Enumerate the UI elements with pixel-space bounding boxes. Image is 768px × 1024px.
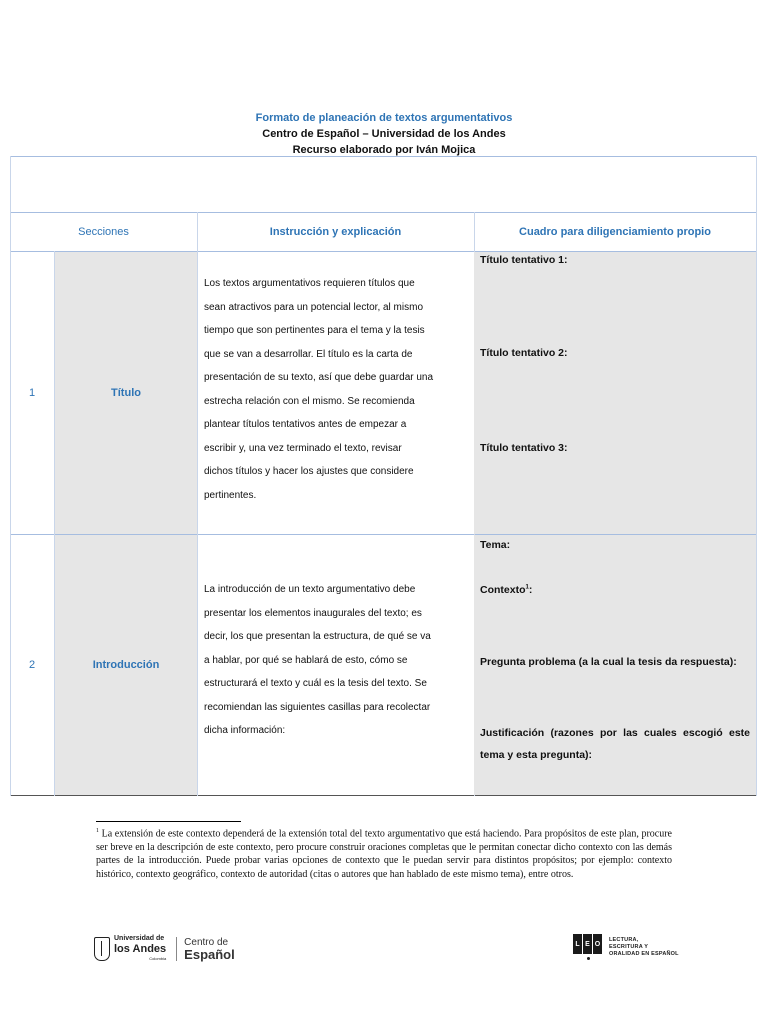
column-header-fill: Cuadro para diligenciamiento propio bbox=[519, 226, 711, 238]
instruction-line: recomiendan las siguientes casillas para recolectar bbox=[204, 701, 431, 713]
field-label-titulo-1: Título tentativo 1: bbox=[480, 254, 568, 266]
row-instruction bbox=[204, 272, 444, 507]
field-label-tema: Tema: bbox=[480, 539, 511, 551]
leo-letter: E bbox=[583, 934, 592, 954]
instruction-line: escribir y, una vez terminado el texto, revisar bbox=[204, 442, 402, 454]
footnote-ref[interactable]: 1 bbox=[525, 584, 529, 591]
document-author: Recurso elaborado por Iván Mojica bbox=[292, 144, 476, 156]
field-label-justificacion: Justificación (razones por las cuales escogió este tema y esta pregunta): bbox=[480, 727, 750, 761]
leo-line: ORALIDAD EN ESPAÑOL bbox=[609, 950, 679, 957]
uniandes-crest-icon bbox=[94, 937, 110, 961]
fill-area-titulo[interactable] bbox=[474, 252, 756, 534]
leo-mark-icon bbox=[573, 934, 603, 960]
table-border-bottom bbox=[10, 795, 756, 796]
row-number: 2 bbox=[28, 659, 36, 671]
instruction-line: Los textos argumentativos requieren títulos que bbox=[204, 278, 415, 289]
document-header bbox=[0, 110, 768, 158]
leo-line: LECTURA, bbox=[609, 936, 639, 943]
uniandes-logo bbox=[94, 934, 235, 964]
footnote-text: La extensión de este contexto dependerá de la extensión total del texto argumentativo que está haciendo. Para propósitos de este plan, procure ser breve en la descripción de este contexto, pero procure construir oraciones completas que le permitan conectar dicho contexto con las demás partes de la introducción. Puede probar varias opciones de contexto que le puedan servir para distintos propósitos; por ejemplo: contexto histórico, contexto geográfico, contexto de autoridad (citas o autores que han hablado de este mismo tema), entre otros. bbox=[96, 828, 672, 880]
uniandes-line: los Andes bbox=[114, 943, 167, 955]
uniandes-line: Universidad de bbox=[114, 935, 165, 942]
field-label-titulo-3: Título tentativo 3: bbox=[480, 442, 568, 454]
instruction-line: presentar los elementos inaugurales del texto; es bbox=[204, 607, 422, 619]
instruction-line: dicha información: bbox=[204, 725, 286, 736]
contexto-colon: : bbox=[528, 584, 533, 596]
instruction-line: presentación de su texto, así que debe guardar una bbox=[204, 372, 434, 383]
column-header-instruction: Instrucción y explicación bbox=[269, 226, 402, 238]
centro-line: Español bbox=[184, 947, 235, 962]
logo-divider bbox=[176, 937, 177, 961]
instruction-line: sean atractivos para un potencial lector, al mismo bbox=[204, 301, 423, 313]
row-instruction bbox=[204, 578, 444, 743]
instruction-line: a hablar, por qué se hablará de esto, cómo se bbox=[204, 654, 408, 666]
table-border-right bbox=[756, 156, 757, 796]
instruction-line: estrecha relación con el mismo. Se recomienda bbox=[204, 395, 415, 407]
uniandes-line: Colombia bbox=[149, 956, 167, 961]
row-number: 1 bbox=[28, 387, 36, 399]
instruction-line: dichos títulos y hacer los ajustes que considere bbox=[204, 466, 414, 477]
column-header-sections: Secciones bbox=[78, 226, 129, 238]
contexto-text: Contexto bbox=[480, 584, 526, 596]
row-section-name: Introducción bbox=[92, 659, 160, 671]
field-label-titulo-2: Título tentativo 2: bbox=[480, 347, 568, 359]
leo-dot bbox=[587, 957, 590, 960]
instruction-line: estructurará el texto y cuál es la tesis del texto. Se bbox=[204, 678, 427, 689]
centro-espanol-wordmark bbox=[184, 937, 235, 961]
centro-line: Centro de bbox=[184, 937, 229, 948]
instruction-line: decir, los que presentan la estructura, de qué se va bbox=[204, 631, 431, 642]
footnote-marker: 1 bbox=[96, 828, 99, 834]
instruction-line: plantear títulos tentativos antes de empezar a bbox=[204, 419, 407, 430]
row-section-name: Título bbox=[111, 387, 141, 399]
leo-wordmark bbox=[609, 937, 679, 958]
table-border-top bbox=[10, 156, 756, 157]
leo-letter: L bbox=[573, 934, 582, 954]
leo-line: ESCRITURA Y bbox=[609, 943, 649, 950]
footnote bbox=[96, 825, 672, 881]
field-label-contexto bbox=[480, 584, 532, 596]
footnote-separator bbox=[96, 821, 241, 822]
uniandes-wordmark bbox=[114, 934, 166, 964]
document-title: Formato de planeación de textos argumentativos bbox=[255, 112, 513, 124]
leo-letter: O bbox=[593, 934, 602, 954]
instruction-line: pertinentes. bbox=[204, 489, 257, 501]
instruction-line: tiempo que son pertinentes para el tema y la tesis bbox=[204, 325, 425, 336]
field-label-pregunta: Pregunta problema (a la cual la tesis da respuesta): bbox=[480, 656, 737, 668]
document-org: Centro de Español – Universidad de los Andes bbox=[262, 128, 506, 140]
instruction-line: que se van a desarrollar. El título es la carta de bbox=[204, 348, 413, 360]
table-divider bbox=[197, 212, 198, 796]
instruction-line: La introducción de un texto argumentativo debe bbox=[204, 584, 416, 595]
leo-logo bbox=[573, 934, 679, 960]
